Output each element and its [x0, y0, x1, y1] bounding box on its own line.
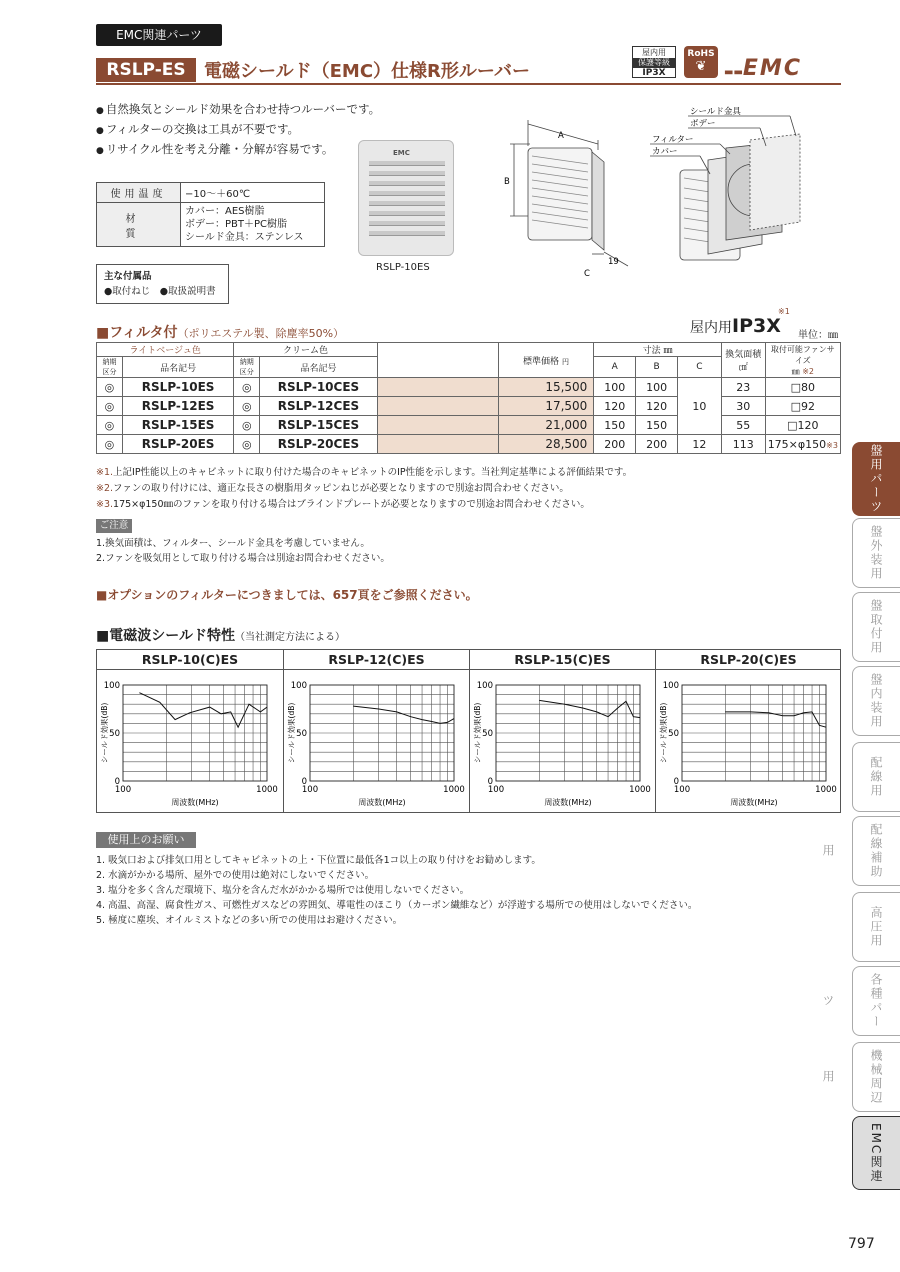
chart-panel-0	[97, 650, 283, 812]
chart-panel-2	[469, 650, 655, 812]
side-tab-wiring[interactable]: 配線用	[852, 742, 900, 812]
caution-item: 1.換気面積は、フィルター、シールド金具を考慮していません。	[96, 538, 370, 549]
usage-item: 5. 極度に塵埃、オイルミストなどの多い所での使用はお避けください。	[96, 915, 403, 926]
dim-19-label: 19	[608, 257, 619, 267]
blank-header	[377, 343, 498, 378]
y-axis-label: シールド効果(dB)	[473, 702, 482, 764]
series-line	[139, 693, 267, 728]
indoor-badge	[632, 46, 676, 78]
x-tick-label: 1000	[629, 785, 651, 795]
x-tick-label: 100	[673, 785, 691, 795]
caution-tag: ご注意	[96, 519, 132, 533]
cream-header: クリーム色	[234, 343, 377, 357]
temp-value: −10〜＋60℃	[181, 183, 325, 203]
table-row: ◎ RSLP-20ES ◎ RSLP-20CES 28,500 200 200 12 113 175×φ150※3	[97, 435, 841, 454]
x-tick-label: 1000	[256, 785, 278, 795]
usage-list	[96, 853, 697, 928]
caution-item: 2.ファンを吸気用として取り付ける場合は別途お問合わせください。	[96, 553, 390, 564]
y-axis-label: シールド効果(dB)	[287, 702, 296, 764]
y-tick-label: 100	[662, 681, 679, 691]
usage-item: 2. 水滴がかかる場所、屋外での使用は絶対にしないでください。	[96, 870, 375, 881]
model-label: RSLP-ES	[96, 58, 196, 82]
series-line	[725, 712, 826, 727]
product-photo: EMC	[358, 140, 454, 256]
chart-panel-1	[283, 650, 469, 812]
side-tab-wiring-aux[interactable]: 配線補助用	[852, 816, 900, 886]
accessories-title: 主な付属品	[104, 271, 152, 282]
leaf-icon: ❦	[695, 59, 707, 74]
dim-a-label: A	[558, 131, 564, 141]
chart-panel-3	[655, 650, 841, 812]
footnotes	[96, 465, 632, 513]
footnote: ※1.上記IP性能以上のキャビネットに取り付けた場合のキャビネットのIP性能を示します。当社判定基準による評価結果です。	[96, 467, 633, 478]
emc-logo: ▬▬EMC	[724, 56, 802, 81]
side-tab-machine[interactable]: 機械周辺用	[852, 1042, 900, 1112]
x-axis-label: 周波数(MHz)	[358, 798, 406, 807]
col-a-header: A	[594, 357, 636, 378]
dim-c-label: C	[584, 269, 590, 279]
side-tab-interior[interactable]: 盤内装用	[852, 666, 900, 736]
usage-item: 1. 吸気口および排気口用としてキャビネットの上・下位置に最低各1コ以上の取り付けをお勧めします。	[96, 855, 541, 866]
badge-indoor-code: IP3X	[642, 68, 666, 78]
usage-tag: 使用上のお願い	[96, 832, 196, 848]
col-c-header: C	[678, 357, 722, 378]
ip-rating: 屋内用IP3X ※1	[690, 307, 790, 337]
x-axis-label: 周波数(MHz)	[544, 798, 592, 807]
c-shared: 10	[678, 378, 722, 435]
material-value: カバー：AES樹脂 ボデー：PBT＋PC樹脂 シールド金具：ステンレス	[181, 203, 325, 247]
shield-label: シールド金具	[690, 107, 741, 117]
y-tick-label: 50	[482, 729, 493, 739]
dims-header: 寸法 ㎜	[594, 343, 722, 357]
vent-header: 換気面積 ㎠	[721, 343, 765, 378]
side-tab-panel-parts[interactable]: 盤用パーツ	[852, 442, 900, 516]
chart-svg	[97, 670, 283, 812]
chart-title: RSLP-12(C)ES	[284, 650, 469, 670]
y-axis-label: シールド効果(dB)	[100, 702, 109, 764]
chart-title: RSLP-10(C)ES	[97, 650, 283, 670]
feature-item: ● 自然換気とシールド効果を合わせ持つルーバーです。	[96, 100, 380, 120]
y-tick-label: 0	[114, 777, 120, 787]
accessories-box	[96, 264, 229, 304]
side-tab-high-voltage[interactable]: 高圧用	[852, 892, 900, 962]
x-axis-label: 周波数(MHz)	[171, 798, 219, 807]
option-note: ■オプションのフィルターにつきましては、657頁をご参照ください。	[96, 588, 478, 602]
filter-section-title: ■フィルタ付（ポリエステル製、除塵率50%）	[96, 325, 345, 341]
x-tick-label: 100	[114, 785, 132, 795]
y-tick-label: 0	[673, 777, 679, 787]
footnote: ※2.ファンの取り付けには、適正な長さの樹脂用タッピンねじが必要となりますので別途お問合わせください。	[96, 483, 569, 494]
series-line	[539, 700, 640, 717]
footnote: ※3.175×φ150㎜のファンを取り付ける場合はブラインドプレートが必要となりますので別途お問合わせください。	[96, 499, 590, 510]
x-tick-label: 100	[301, 785, 319, 795]
feature-list	[96, 100, 380, 160]
x-axis-label: 周波数(MHz)	[730, 798, 778, 807]
material-label: 材 質	[97, 203, 181, 247]
unit-label: 単位：㎜	[798, 330, 838, 341]
product-table	[96, 342, 841, 454]
y-tick-label: 100	[103, 681, 120, 691]
table-row: ◎ RSLP-10ES ◎ RSLP-10CES 15,500 100 100 10 23 □80	[97, 378, 841, 397]
y-axis-label: シールド効果(dB)	[659, 702, 668, 764]
chart-svg	[284, 670, 470, 812]
side-tab-mounting[interactable]: 盤取付用	[852, 592, 900, 662]
emi-section-title: ■電磁波シールド特性（当社測定方法による）	[96, 628, 345, 644]
photo-caption: RSLP-10ES	[376, 262, 430, 273]
fan-header: 取付可能ファンサイズ ㎜ ※2	[765, 343, 840, 378]
spec-table	[96, 182, 325, 247]
accessories-items: ●取付ねじ ●取扱説明書	[104, 286, 216, 297]
side-tab-exterior[interactable]: 盤外装用	[852, 518, 900, 588]
y-tick-label: 50	[668, 729, 679, 739]
caution-list	[96, 536, 390, 566]
col-b-header: B	[636, 357, 678, 378]
dim-b-label: B	[504, 177, 510, 187]
x-tick-label: 1000	[815, 785, 837, 795]
cover-label: カバー	[652, 147, 678, 157]
page-number: 797	[848, 1236, 875, 1252]
chart-title: RSLP-15(C)ES	[470, 650, 655, 670]
filter-label: フィルター	[652, 135, 694, 145]
delivery-header: 納期区分	[97, 357, 123, 378]
badge-indoor-top: 屋内用	[642, 48, 666, 57]
badge-indoor-mid: 保護等級	[633, 58, 675, 68]
x-tick-label: 1000	[443, 785, 465, 795]
y-tick-label: 0	[487, 777, 493, 787]
table-row: ◎ RSLP-15ES ◎ RSLP-15CES 21,000 150 150 55 □120	[97, 416, 841, 435]
light-beige-header: ライトベージュ色	[97, 343, 234, 357]
product-diagram	[500, 104, 830, 284]
y-tick-label: 100	[476, 681, 493, 691]
table-row: ◎ RSLP-12ES ◎ RSLP-12CES 17,500 120 120 30 □92	[97, 397, 841, 416]
usage-item: 3. 塩分を多く含んだ環境下、塩分を含んだ水がかかる場所では使用しないでください。	[96, 885, 470, 896]
usage-item: 4. 高温、高湿、腐食性ガス、可燃性ガスなどの雰囲気、導電性のほこり（カーボン繊維など）が浮遊する場所での使用はしないでください。	[96, 900, 698, 911]
series-line	[353, 706, 454, 723]
category-tab: EMC関連パーツ	[96, 24, 222, 46]
feature-item: ● フィルターの交換は工具が不要です。	[96, 120, 380, 140]
page-title: 電磁シールド（EMC）仕様R形ルーバー	[204, 61, 531, 82]
part-no-header: 品名記号	[260, 357, 377, 378]
y-tick-label: 0	[301, 777, 307, 787]
feature-item: ● リサイクル性を考え分離・分解が容易です。	[96, 140, 380, 160]
title-rule	[96, 83, 841, 85]
chart-svg	[470, 670, 656, 812]
chart-svg	[656, 670, 842, 812]
x-tick-label: 100	[487, 785, 505, 795]
delivery-header: 納期区分	[234, 357, 260, 378]
side-tab-various[interactable]: 各種パーツ	[852, 966, 900, 1036]
chart-title: RSLP-20(C)ES	[656, 650, 841, 670]
y-tick-label: 100	[290, 681, 307, 691]
price-header: 標準価格 円	[498, 343, 594, 378]
part-no-header: 品名記号	[122, 357, 233, 378]
rohs-badge	[684, 46, 718, 78]
y-tick-label: 50	[296, 729, 307, 739]
emi-charts	[96, 649, 841, 813]
y-tick-label: 50	[109, 729, 120, 739]
side-tab-emc[interactable]: EMC関連	[852, 1116, 900, 1190]
body-label: ボデー	[690, 119, 716, 129]
rohs-label: RoHS	[687, 49, 715, 59]
temp-label: 使用温度	[97, 183, 181, 203]
